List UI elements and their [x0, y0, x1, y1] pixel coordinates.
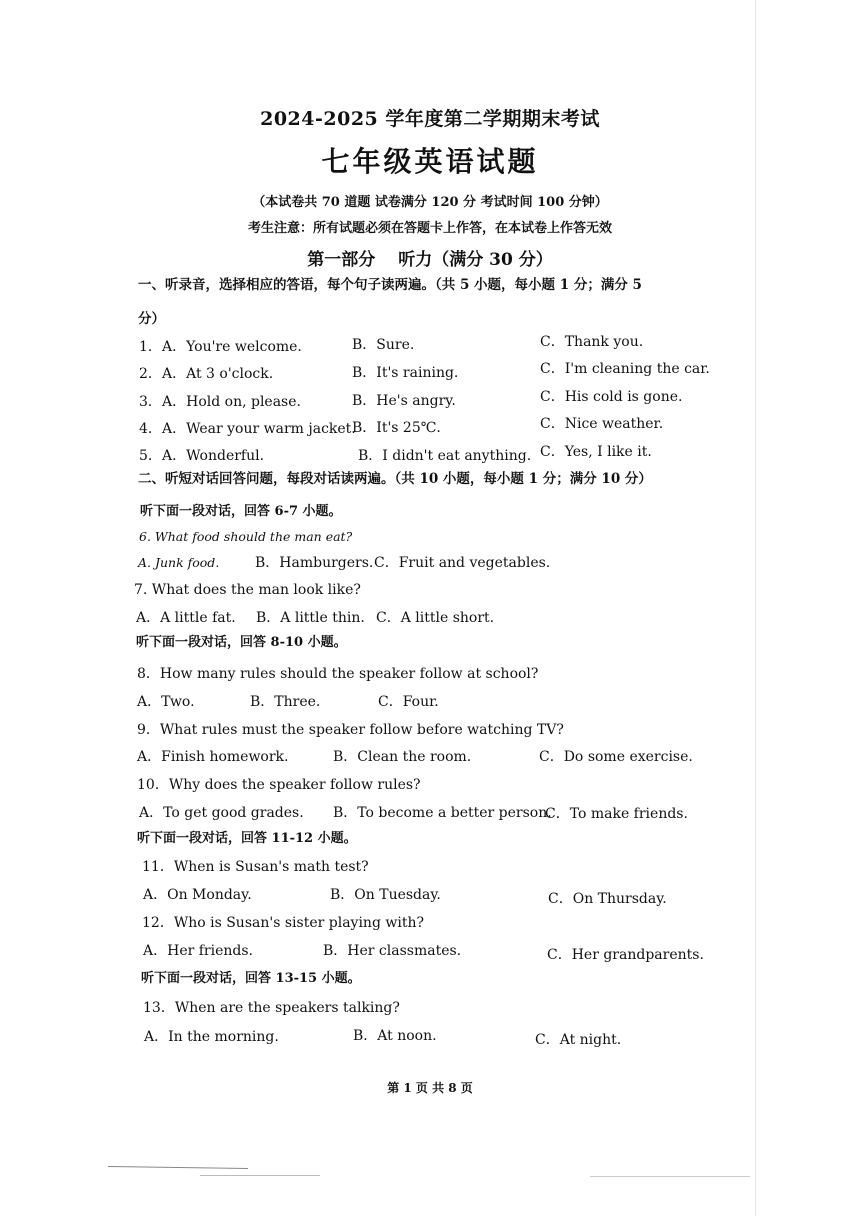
- question-10: 10．Why does the speaker follow rules?: [137, 777, 421, 793]
- option-b: B．Sure.: [352, 337, 415, 353]
- option-a: A．Wear your warm jacket.: [162, 421, 356, 437]
- question-number: 5．: [139, 448, 162, 464]
- question-11: 11．When is Susan's math test?: [142, 859, 369, 875]
- question-12: 12．Who is Susan's sister playing with?: [142, 915, 424, 931]
- option-b: B．On Tuesday.: [330, 887, 441, 903]
- option-b: B．I didn't eat anything.: [358, 448, 532, 464]
- exam-notice: 考生注意：所有试题必须在答题卡上作答，在本试卷上作答无效: [247, 221, 612, 236]
- section1-heading-cont: 分）: [138, 311, 165, 327]
- option-a: A．Her friends.: [143, 943, 253, 959]
- question-number: 1．: [139, 339, 162, 355]
- option-b: B．A little thin.: [256, 610, 365, 626]
- option-c: C．Yes, I like it.: [540, 444, 652, 460]
- option-a: A．To get good grades.: [139, 805, 304, 821]
- exam-info: （本试卷共 70 道题 试卷满分 120 分 考试时间 100 分钟）: [252, 195, 608, 210]
- option-b: B．It's 25℃.: [352, 420, 441, 436]
- option-c: C．A little short.: [376, 610, 495, 626]
- option-c: C．On Thursday.: [548, 891, 667, 907]
- option-c: C．Fruit and vegetables.: [374, 555, 551, 571]
- option-c: C．To make friends.: [545, 806, 688, 822]
- question-6: 6. What food should the man eat?: [139, 529, 353, 544]
- option-b: B．Three.: [250, 694, 321, 710]
- question-number: 2．: [139, 366, 162, 382]
- exam-subtitle: 七年级英语试题: [321, 145, 539, 178]
- option-c: C．His cold is gone.: [540, 389, 683, 405]
- question-8: 8．How many rules should the speaker follow at school?: [137, 666, 539, 682]
- option-a: A．Wonderful.: [162, 448, 265, 464]
- option-b: B．It's raining.: [352, 365, 459, 381]
- option-b: B．To become a better person.: [333, 805, 552, 821]
- option-c: C．Thank you.: [540, 334, 644, 350]
- dialogue-group-heading: 听下面一段对话，回答 8-10 小题。: [136, 635, 347, 650]
- option-b: B．Hamburgers.: [255, 555, 374, 571]
- option-c: C．I'm cleaning the car.: [540, 361, 710, 377]
- question-7: 7. What does the man look like?: [134, 582, 361, 598]
- section1-heading: 一、听录音，选择相应的答语，每个句子读两遍。（共 5 小题，每小题 1 分；满分 5: [138, 277, 642, 293]
- page-edge: [755, 0, 756, 1216]
- option-a: A．At 3 o'clock.: [162, 366, 274, 382]
- option-a: A．Two.: [137, 694, 195, 710]
- question-13: 13．When are the speakers talking?: [143, 1000, 400, 1016]
- page-number: 第 1 页 共 8 页: [387, 1081, 473, 1095]
- option-c: C．Her grandparents.: [547, 947, 704, 963]
- option-a: A．Hold on, please.: [162, 394, 301, 410]
- part-heading: 第一部分 听力（满分 30 分）: [307, 250, 553, 270]
- scan-line: [200, 1175, 320, 1176]
- option-c: C．Four.: [378, 694, 439, 710]
- option-a: A．On Monday.: [143, 887, 252, 903]
- section2-heading: 二、听短对话回答问题，每段对话读两遍。（共 10 小题，每小题 1 分；满分 10 分）: [138, 471, 652, 487]
- option-c: C．Nice weather.: [540, 416, 664, 432]
- option-a: A．Finish homework.: [137, 749, 289, 765]
- option-b: B．He's angry.: [352, 393, 456, 409]
- dialogue-group-heading: 听下面一段对话，回答 6-7 小题。: [140, 504, 342, 519]
- exam-title: 2024-2025 学年度第二学期期末考试: [260, 108, 600, 130]
- option-a: A．You're welcome.: [162, 339, 302, 355]
- dialogue-group-heading: 听下面一段对话，回答 11-12 小题。: [137, 831, 357, 846]
- option-a: A．In the morning.: [144, 1029, 279, 1045]
- option-b: B．Clean the room.: [333, 749, 472, 765]
- scan-line: [108, 1166, 248, 1169]
- option-a: A．A little fat.: [136, 610, 236, 626]
- question-number: 4．: [139, 421, 162, 437]
- dialogue-group-heading: 听下面一段对话，回答 13-15 小题。: [141, 971, 361, 986]
- option-c: C．Do some exercise.: [539, 749, 693, 765]
- option-a: A. Junk food.: [138, 555, 220, 570]
- option-b: B．Her classmates.: [323, 943, 462, 959]
- option-c: C．At night.: [535, 1032, 622, 1048]
- question-9: 9．What rules must the speaker follow before watching TV?: [137, 722, 564, 738]
- scan-line: [590, 1176, 750, 1177]
- question-number: 3．: [139, 394, 162, 410]
- option-b: B．At noon.: [353, 1028, 437, 1044]
